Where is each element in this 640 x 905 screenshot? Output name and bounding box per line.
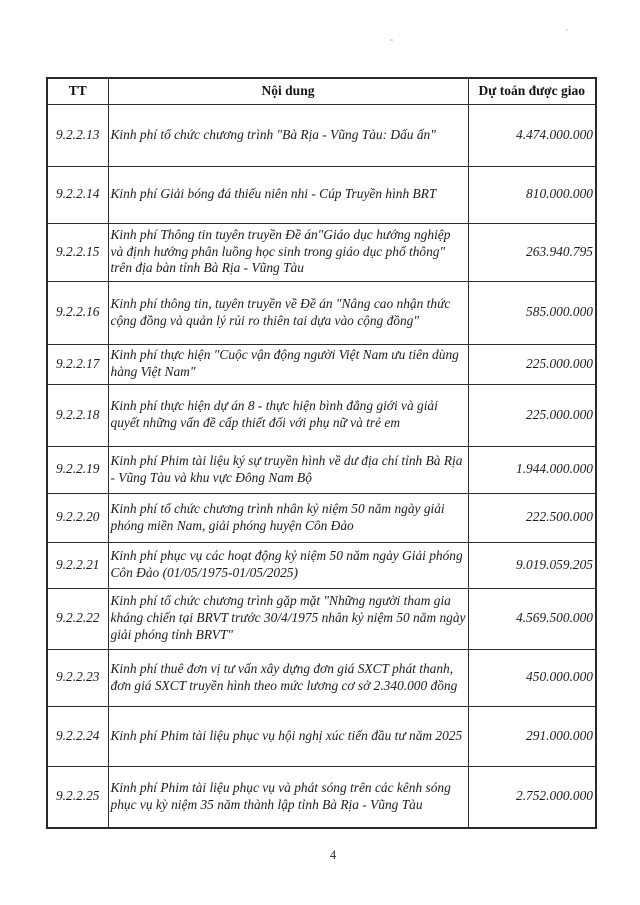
scan-speck xyxy=(566,29,568,31)
row-id: 9.2.2.22 xyxy=(47,588,108,649)
row-amount: 1.944.000.000 xyxy=(468,446,596,493)
row-description: Kinh phí phục vụ các hoạt động kỷ niệm 50 năm ngày Giải phóng Côn Đảo (01/05/1975-01/05/2025) xyxy=(108,542,468,588)
table-row xyxy=(47,223,596,281)
row-description: Kinh phí Phim tài liệu phục vụ và phát sóng trên các kênh sóng phục vụ kỳ niệm 35 năm thành lập tỉnh Bà Rịa - Vũng Tàu xyxy=(108,766,468,828)
row-id: 9.2.2.19 xyxy=(47,446,108,493)
row-id: 9.2.2.15 xyxy=(47,223,108,281)
row-amount: 9.019.059.205 xyxy=(468,542,596,588)
row-description: Kinh phí tổ chức chương trình nhân kỷ niệm 50 năm ngày giải phóng miền Nam, giải phóng huyện Côn Đảo xyxy=(108,493,468,542)
table-row xyxy=(47,766,596,828)
row-description: Kinh phí Thông tin tuyên truyền Đề án"Giáo dục hướng nghiệp và định hướng phân luồng học sinh trong giáo dục phổ thông" trên địa bàn tỉnh Bà Rịa - Vũng Tàu xyxy=(108,223,468,281)
row-amount: 225.000.000 xyxy=(468,384,596,446)
table-row xyxy=(47,166,596,223)
row-amount: 810.000.000 xyxy=(468,166,596,223)
row-id: 9.2.2.21 xyxy=(47,542,108,588)
row-id: 9.2.2.23 xyxy=(47,649,108,706)
column-header-amount: Dự toán được giao xyxy=(468,78,596,104)
row-description: Kinh phí thông tin, tuyên truyền về Đề án "Nâng cao nhận thức cộng đồng và quản lý rủi ro thiên tai dựa vào cộng đồng" xyxy=(108,281,468,344)
row-description: Kinh phí thuê đơn vị tư vấn xây dựng đơn giá SXCT phát thanh, đơn giá SXCT truyền hình theo mức lương cơ sở 2.340.000 đồng xyxy=(108,649,468,706)
table-row xyxy=(47,384,596,446)
row-description: Kinh phí Phim tài liệu ký sự truyền hình về dư địa chí tỉnh Bà Rịa - Vũng Tàu và khu vực Đông Nam Bộ xyxy=(108,446,468,493)
row-id: 9.2.2.16 xyxy=(47,281,108,344)
row-description: Kinh phí thực hiện dự án 8 - thực hiện bình đẳng giới và giải quyết những vấn đề cấp thiết đối với phụ nữ và trẻ em xyxy=(108,384,468,446)
row-amount: 225.000.000 xyxy=(468,344,596,384)
table-header-row xyxy=(47,78,596,104)
row-id: 9.2.2.24 xyxy=(47,706,108,766)
row-description: Kinh phí Giải bóng đá thiếu niên nhi - Cúp Truyền hình BRT xyxy=(108,166,468,223)
row-amount: 222.500.000 xyxy=(468,493,596,542)
column-header-content: Nội dung xyxy=(108,78,468,104)
column-header-tt: TT xyxy=(47,78,108,104)
table-row xyxy=(47,281,596,344)
budget-table xyxy=(46,77,597,829)
table-row xyxy=(47,493,596,542)
table-row xyxy=(47,542,596,588)
scan-speck xyxy=(390,39,393,41)
table-row xyxy=(47,446,596,493)
row-id: 9.2.2.25 xyxy=(47,766,108,828)
table-row xyxy=(47,344,596,384)
row-description: Kinh phí Phim tài liệu phục vụ hội nghị xúc tiến đầu tư năm 2025 xyxy=(108,706,468,766)
row-description: Kinh phí tổ chức chương trình "Bà Rịa - Vũng Tàu: Dấu ấn" xyxy=(108,104,468,166)
page-number: 4 xyxy=(329,848,337,862)
table-row xyxy=(47,588,596,649)
table-row xyxy=(47,649,596,706)
row-amount: 291.000.000 xyxy=(468,706,596,766)
row-id: 9.2.2.20 xyxy=(47,493,108,542)
table-row xyxy=(47,706,596,766)
row-amount: 450.000.000 xyxy=(468,649,596,706)
table-row xyxy=(47,104,596,166)
row-id: 9.2.2.18 xyxy=(47,384,108,446)
row-amount: 2.752.000.000 xyxy=(468,766,596,828)
row-amount: 585.000.000 xyxy=(468,281,596,344)
row-description: Kinh phí thực hiện "Cuộc vận động người Việt Nam ưu tiên dùng hàng Việt Nam" xyxy=(108,344,468,384)
row-id: 9.2.2.14 xyxy=(47,166,108,223)
row-id: 9.2.2.13 xyxy=(47,104,108,166)
row-amount: 4.474.000.000 xyxy=(468,104,596,166)
row-amount: 4.569.500.000 xyxy=(468,588,596,649)
row-description: Kinh phí tổ chức chương trình gặp mặt "Những người tham gia kháng chiến tại BRVT trước 30/4/1975 nhân kỷ niệm 50 năm ngày giải phóng tỉnh BRVT" xyxy=(108,588,468,649)
row-amount: 263.940.795 xyxy=(468,223,596,281)
row-id: 9.2.2.17 xyxy=(47,344,108,384)
